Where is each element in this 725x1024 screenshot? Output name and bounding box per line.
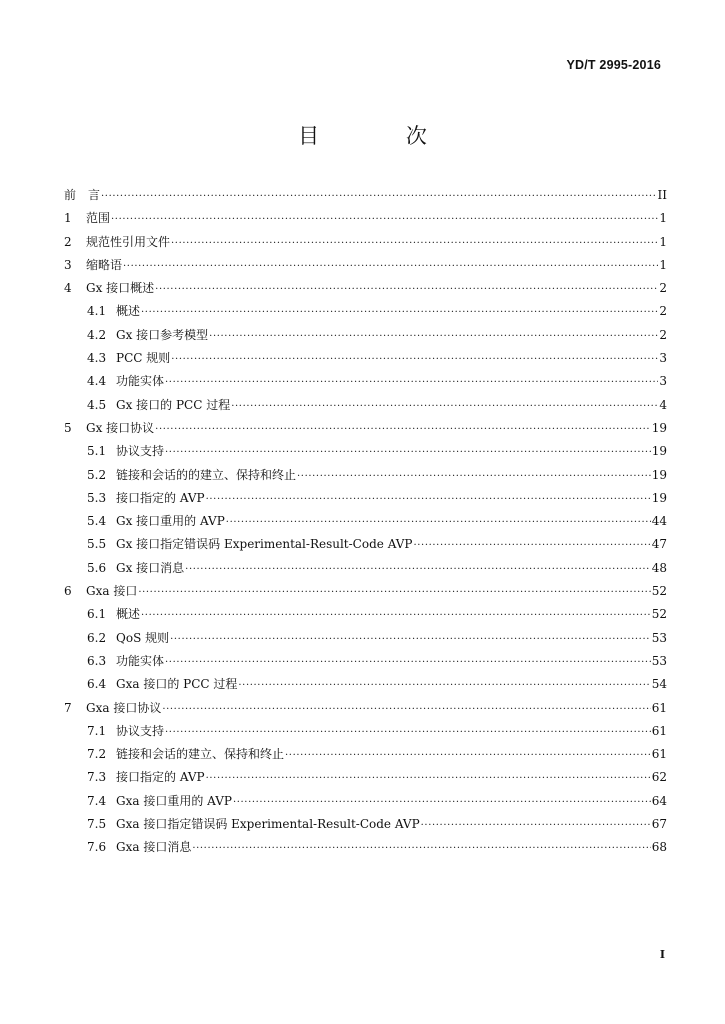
toc-entry[interactable] [64, 277, 667, 300]
toc-dot-leader [285, 744, 651, 767]
toc-entry-label: 规范性引用文件 [86, 234, 171, 249]
toc-dot-leader [123, 255, 658, 278]
toc-dot-leader [170, 628, 651, 651]
toc-entry[interactable] [64, 766, 667, 789]
toc-entry-label: Gxa 接口指定错误码 Experimental-Result-Code AVP [116, 817, 420, 832]
toc-entry[interactable] [64, 557, 667, 580]
toc-dot-leader [162, 698, 650, 721]
toc-entry-number: 6.1 [87, 607, 107, 622]
toc-entry-number: 4 [64, 281, 72, 296]
toc-entry[interactable] [64, 813, 667, 836]
toc-dot-leader [138, 581, 650, 604]
toc-entry[interactable] [64, 231, 667, 254]
toc-entry[interactable] [64, 184, 667, 207]
page-title: 目 次 [298, 124, 467, 148]
toc-entry-number: 4.5 [87, 397, 107, 412]
toc-entry-page: 3 [659, 351, 667, 366]
toc-entry-page: 53 [651, 630, 667, 645]
toc-dot-leader [233, 791, 651, 814]
toc-entry[interactable] [64, 254, 667, 277]
toc-dot-leader [165, 721, 651, 744]
toc-dot-leader [209, 325, 658, 348]
toc-entry-label: Gxa 接口 [86, 584, 138, 599]
toc-entry[interactable] [64, 790, 667, 813]
toc-dot-leader [297, 465, 651, 488]
toc-entry-page: 19 [651, 467, 667, 482]
toc-entry-label: 链接和会话的建立、保持和终止 [116, 747, 285, 762]
toc-entry[interactable] [64, 673, 667, 696]
toc-entry-number: 1 [64, 211, 72, 226]
toc-dot-leader [165, 441, 651, 464]
toc-entry[interactable] [64, 207, 667, 230]
toc-entry-label: 链接和会话的的建立、保持和终止 [116, 467, 297, 482]
toc-entry-number: 4.4 [87, 374, 107, 389]
toc-entry[interactable] [64, 394, 667, 417]
toc-entry-label: Gx 接口重用的 AVP [116, 514, 225, 529]
toc-dot-leader [192, 837, 650, 860]
toc-entry-label: 功能实体 [116, 374, 165, 389]
toc-entry-number: 7.3 [87, 770, 107, 785]
toc-entry[interactable] [64, 720, 667, 743]
toc-entry-label: Gxa 接口协议 [86, 700, 162, 715]
toc-entry-number: 6.4 [87, 677, 107, 692]
toc-entry-page: 48 [651, 560, 667, 575]
toc-dot-leader [165, 371, 658, 394]
toc-entry-page: 4 [659, 397, 667, 412]
toc-entry[interactable] [64, 464, 667, 487]
toc-dot-leader [238, 674, 650, 697]
toc-entry-page: 47 [651, 537, 667, 552]
toc-dot-leader [206, 767, 651, 790]
toc-entry-label: 范围 [86, 211, 111, 226]
toc-entry[interactable] [64, 487, 667, 510]
toc-entry-number: 4.1 [87, 304, 107, 319]
toc-entry-number: 3 [64, 257, 72, 272]
toc-entry[interactable] [64, 627, 667, 650]
toc-entry-label: PCC 规则 [116, 351, 171, 366]
toc-entry-page: 19 [651, 444, 667, 459]
toc-entry-number: 5.1 [87, 444, 107, 459]
toc-dot-leader [171, 348, 658, 371]
toc-entry-label: Gx 接口协议 [86, 420, 155, 435]
toc-entry-page: 53 [651, 653, 667, 668]
toc-entry-page: 19 [651, 490, 667, 505]
toc-entry-page: 68 [651, 840, 667, 855]
toc-entry-label: 前 言 [64, 188, 101, 202]
toc-dot-leader [141, 301, 658, 324]
toc-entry-label: Gx 接口概述 [86, 281, 155, 296]
toc-entry-number: 7.1 [87, 723, 107, 738]
toc-entry-page: 61 [651, 747, 667, 762]
page-number: I [659, 948, 665, 961]
toc-dot-leader [226, 511, 651, 534]
toc-entry-page: 1 [659, 211, 667, 226]
toc-dot-leader [141, 604, 651, 627]
toc-dot-leader [185, 558, 651, 581]
table-of-contents [64, 184, 667, 860]
toc-entry-page: 62 [651, 770, 667, 785]
toc-entry-number: 7.4 [87, 793, 107, 808]
toc-entry-page: 52 [651, 607, 667, 622]
toc-entry[interactable] [64, 324, 667, 347]
toc-entry-page: 1 [659, 257, 667, 272]
toc-entry-page: 1 [659, 234, 667, 249]
toc-entry[interactable] [64, 650, 667, 673]
toc-entry-number: 4.2 [87, 327, 107, 342]
toc-dot-leader [206, 488, 651, 511]
toc-entry-page: 54 [651, 677, 667, 692]
toc-entry-number: 6.2 [87, 630, 107, 645]
toc-dot-leader [155, 418, 651, 441]
toc-entry-page: 2 [659, 327, 667, 342]
toc-entry-number: 4.3 [87, 351, 107, 366]
toc-entry-page: 2 [659, 281, 667, 296]
toc-entry-label: Gx 接口指定错误码 Experimental-Result-Code AVP [116, 537, 413, 552]
toc-dot-leader [111, 208, 658, 231]
toc-entry-number: 6.3 [87, 653, 107, 668]
toc-entry-label: 概述 [116, 304, 141, 319]
toc-entry-number: 2 [64, 234, 72, 249]
toc-dot-leader [231, 395, 658, 418]
toc-entry-label: Gx 接口参考模型 [116, 327, 209, 342]
toc-entry-page: 67 [651, 817, 667, 832]
toc-entry[interactable] [64, 370, 667, 393]
toc-entry-number: 5.5 [87, 537, 107, 552]
toc-entry[interactable] [64, 300, 667, 323]
toc-entry-number: 5.4 [87, 514, 107, 529]
toc-entry[interactable] [64, 836, 667, 859]
toc-entry-number: 6 [64, 584, 72, 599]
toc-entry-page: II [657, 188, 667, 202]
toc-entry-page: 44 [651, 514, 667, 529]
toc-entry-label: 接口指定的 AVP [116, 490, 205, 505]
toc-entry-label: Gxa 接口重用的 AVP [116, 793, 232, 808]
toc-entry-page: 61 [651, 700, 667, 715]
toc-entry-page: 52 [651, 584, 667, 599]
toc-entry[interactable] [64, 603, 667, 626]
toc-dot-leader [171, 232, 658, 255]
toc-entry-label: 缩略语 [86, 257, 123, 272]
toc-entry-page: 61 [651, 723, 667, 738]
toc-entry-page: 19 [651, 420, 667, 435]
toc-entry-page: 64 [651, 793, 667, 808]
toc-entry[interactable] [64, 510, 667, 533]
toc-dot-leader [165, 651, 651, 674]
toc-entry-label: QoS 规则 [116, 630, 170, 645]
toc-entry-page: 3 [659, 374, 667, 389]
toc-entry[interactable] [64, 697, 667, 720]
toc-dot-leader [414, 534, 651, 557]
toc-entry-number: 7 [64, 700, 72, 715]
toc-dot-leader [421, 814, 651, 837]
toc-entry-label: 接口指定的 AVP [116, 770, 205, 785]
toc-entry[interactable] [64, 440, 667, 463]
toc-entry-number: 5.6 [87, 560, 107, 575]
toc-entry-number: 5 [64, 420, 72, 435]
toc-entry[interactable] [64, 743, 667, 766]
toc-entry-number: 7.6 [87, 840, 107, 855]
toc-entry-label: Gx 接口的 PCC 过程 [116, 397, 231, 412]
toc-entry-number: 5.3 [87, 490, 107, 505]
toc-entry-label: 协议支持 [116, 723, 165, 738]
toc-dot-leader [155, 278, 658, 301]
toc-entry-page: 2 [659, 304, 667, 319]
toc-entry[interactable] [64, 417, 667, 440]
standard-code: YD/T 2995-2016 [566, 58, 661, 72]
toc-entry[interactable] [64, 533, 667, 556]
toc-entry-number: 7.5 [87, 817, 107, 832]
toc-entry-label: 功能实体 [116, 653, 165, 668]
toc-entry-label: Gx 接口消息 [116, 560, 185, 575]
toc-dot-leader [101, 185, 657, 208]
toc-entry[interactable] [64, 347, 667, 370]
toc-entry[interactable] [64, 580, 667, 603]
toc-entry-label: 概述 [116, 607, 141, 622]
toc-entry-label: Gxa 接口的 PCC 过程 [116, 677, 238, 692]
toc-entry-number: 7.2 [87, 747, 107, 762]
toc-entry-label: 协议支持 [116, 444, 165, 459]
toc-entry-number: 5.2 [87, 467, 107, 482]
toc-entry-label: Gxa 接口消息 [116, 840, 192, 855]
